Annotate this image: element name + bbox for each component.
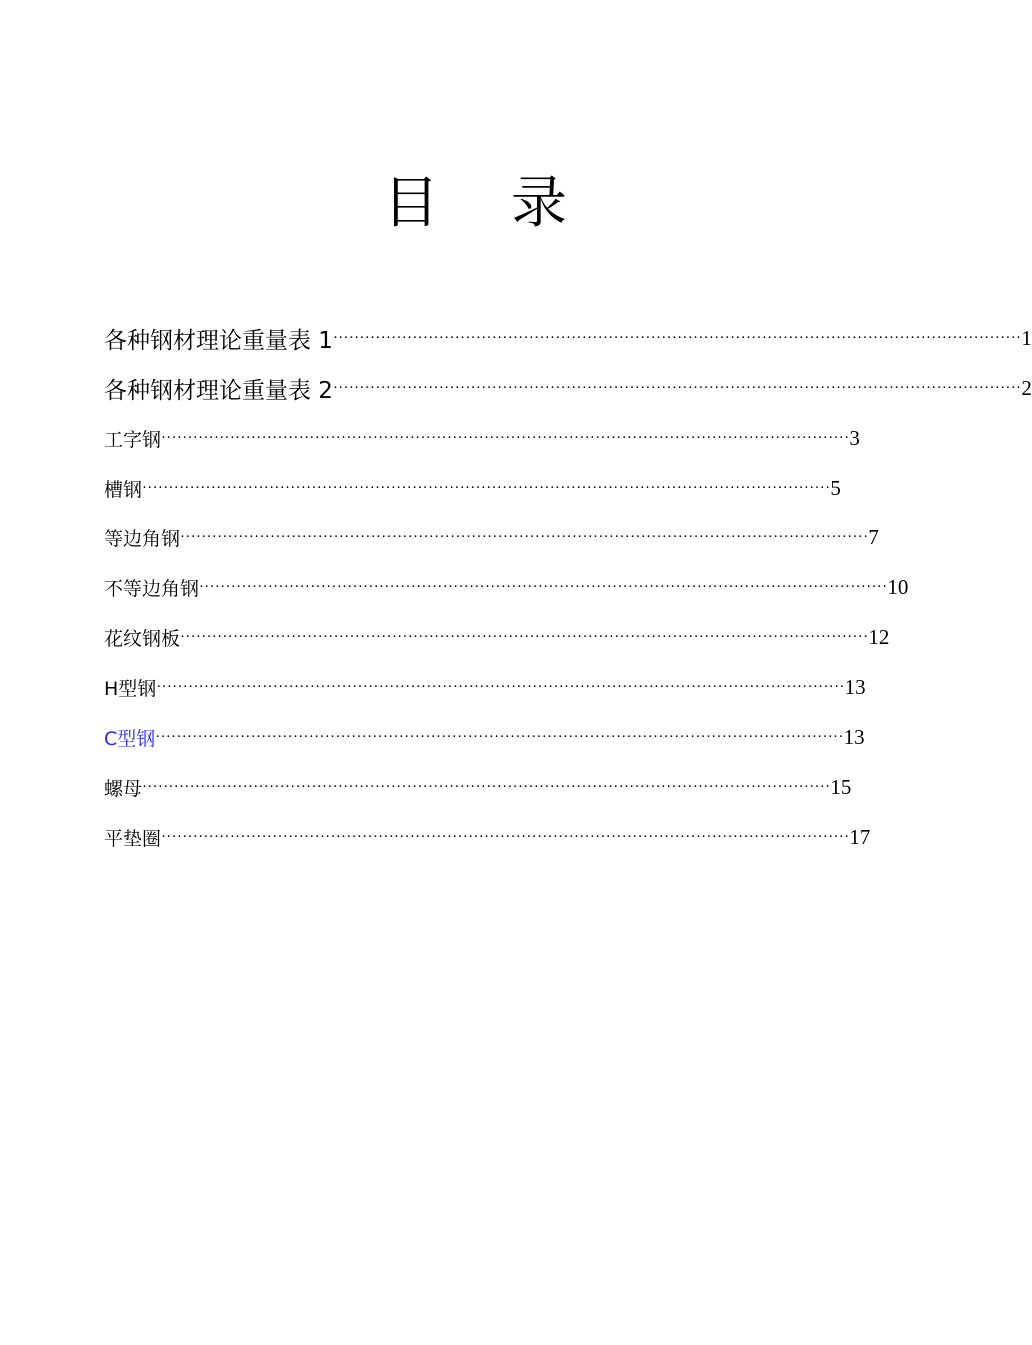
toc-entry-label: H型钢 <box>104 677 157 700</box>
toc-entry-label[interactable]: C型钢 <box>104 727 156 750</box>
toc-entry[interactable] <box>104 318 1032 358</box>
toc-entry-label: 工字钢 <box>104 428 162 451</box>
title-char-1: 目 <box>383 171 439 236</box>
toc-entry-label: 螺母 <box>104 777 143 800</box>
toc-page-number: 2 <box>1021 375 1032 400</box>
toc-page-number: 1 <box>1021 325 1032 350</box>
toc-leader-dots: ·································································································································· <box>161 430 850 446</box>
toc-page-number: 5 <box>830 475 841 500</box>
toc-leader-dots: ·································································································································· <box>155 729 844 745</box>
toc-entry-label: 平垫圈 <box>104 827 162 850</box>
toc-entry[interactable] <box>104 368 1032 408</box>
toc-leader-dots: ·································································································································· <box>332 330 1022 346</box>
toc-leader-dots: ·································································································································· <box>161 829 850 845</box>
toc-leader-dots: ·································································································································· <box>156 679 845 695</box>
toc-page-number: 13 <box>843 724 865 749</box>
toc-leader-dots: ·································································································································· <box>199 579 888 595</box>
toc-entry-label: 等边角钢 <box>104 527 181 550</box>
toc-page-number: 10 <box>887 574 909 599</box>
toc-page-number: 13 <box>844 674 866 699</box>
title-char-2: 录 <box>511 171 567 236</box>
toc-entry-label: 槽钢 <box>104 478 143 501</box>
toc-entry[interactable] <box>104 468 841 508</box>
toc-leader-dots: ·································································································································· <box>180 629 869 645</box>
toc-entry[interactable] <box>104 767 852 807</box>
toc-page-number: 7 <box>868 524 879 549</box>
page-title <box>0 168 950 240</box>
toc-page-number: 17 <box>849 824 871 849</box>
toc-entry[interactable] <box>104 617 890 657</box>
toc-leader-dots: ·································································································································· <box>180 529 869 545</box>
toc-leader-dots: ·································································································································· <box>142 480 831 496</box>
toc-entry-label: 各种钢材理论重量表 1 <box>104 327 333 354</box>
toc-entry[interactable] <box>104 667 866 707</box>
toc-entry[interactable] <box>104 517 879 557</box>
toc-entry-label: 花纹钢板 <box>104 627 181 650</box>
toc-entry-label: 不等边角钢 <box>104 577 200 600</box>
toc-page-number: 12 <box>868 624 890 649</box>
toc-entry-label: 各种钢材理论重量表 2 <box>104 377 333 404</box>
toc-page-number: 15 <box>830 774 852 799</box>
toc-entry[interactable] <box>104 418 860 458</box>
toc-entry[interactable] <box>104 567 909 607</box>
toc-entry-link[interactable] <box>104 717 865 757</box>
toc-leader-dots: ·································································································································· <box>332 380 1022 396</box>
toc-leader-dots: ·································································································································· <box>142 779 831 795</box>
toc-entry[interactable] <box>104 817 871 857</box>
toc-page-number: 3 <box>849 425 860 450</box>
